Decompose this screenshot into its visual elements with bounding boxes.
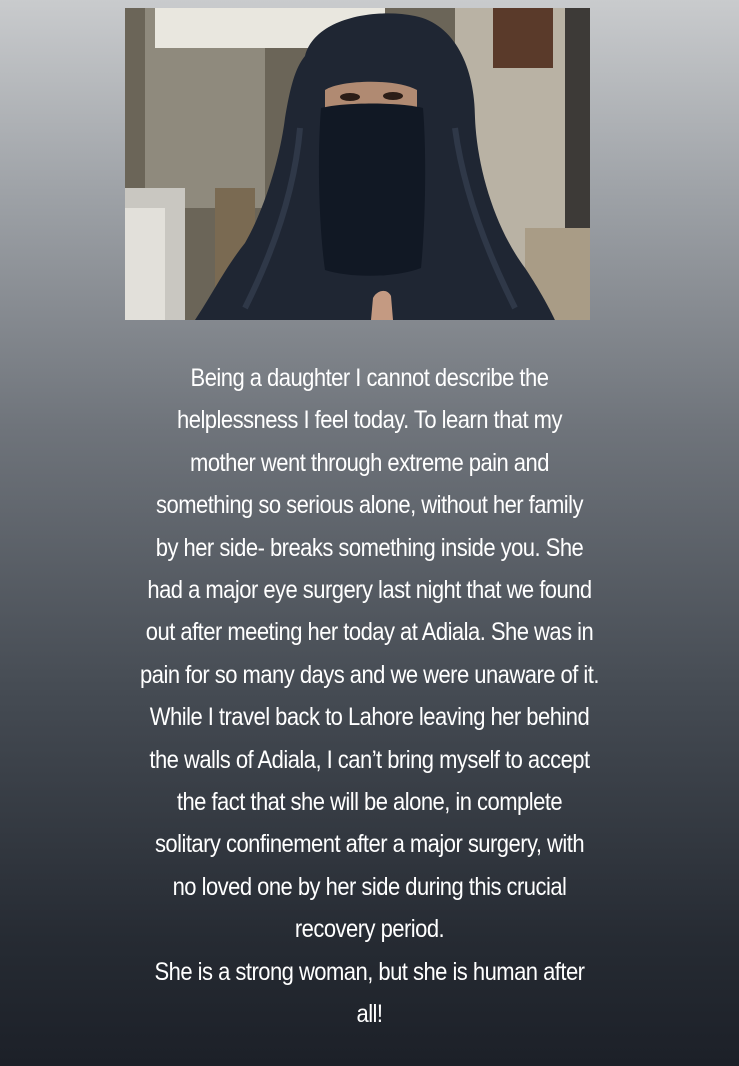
story-line: all! xyxy=(356,1000,383,1029)
story-line: helplessness I feel today. To learn that my xyxy=(177,406,562,435)
story-line: mother went through extreme pain and xyxy=(190,448,549,477)
story-line: had a major eye surgery last night that we found xyxy=(147,576,592,605)
veiled-woman-photo-icon xyxy=(125,8,590,320)
story-text xyxy=(30,357,709,1036)
story-line: pain for so many days and we were unaware of it. xyxy=(140,660,599,689)
story-photo xyxy=(125,8,590,320)
story-line: recovery period. xyxy=(294,915,445,944)
story-line: by her side- breaks something inside you. She xyxy=(155,533,584,562)
story-line: solitary confinement after a major surgery, with xyxy=(154,830,585,859)
story-line: While I travel back to Lahore leaving her behind xyxy=(149,703,590,732)
story-line: something so serious alone, without her family xyxy=(156,491,583,520)
story-line: Being a daughter I cannot describe the xyxy=(190,364,549,392)
story-line: She is a strong woman, but she is human after xyxy=(154,957,585,986)
story-line: the walls of Adiala, I can’t bring myself to accept xyxy=(149,745,590,774)
story-line: out after meeting her today at Adiala. She was in xyxy=(145,618,594,647)
story-line: no loved one by her side during this crucial xyxy=(172,872,567,901)
story-line: the fact that she will be alone, in complete xyxy=(176,788,563,817)
